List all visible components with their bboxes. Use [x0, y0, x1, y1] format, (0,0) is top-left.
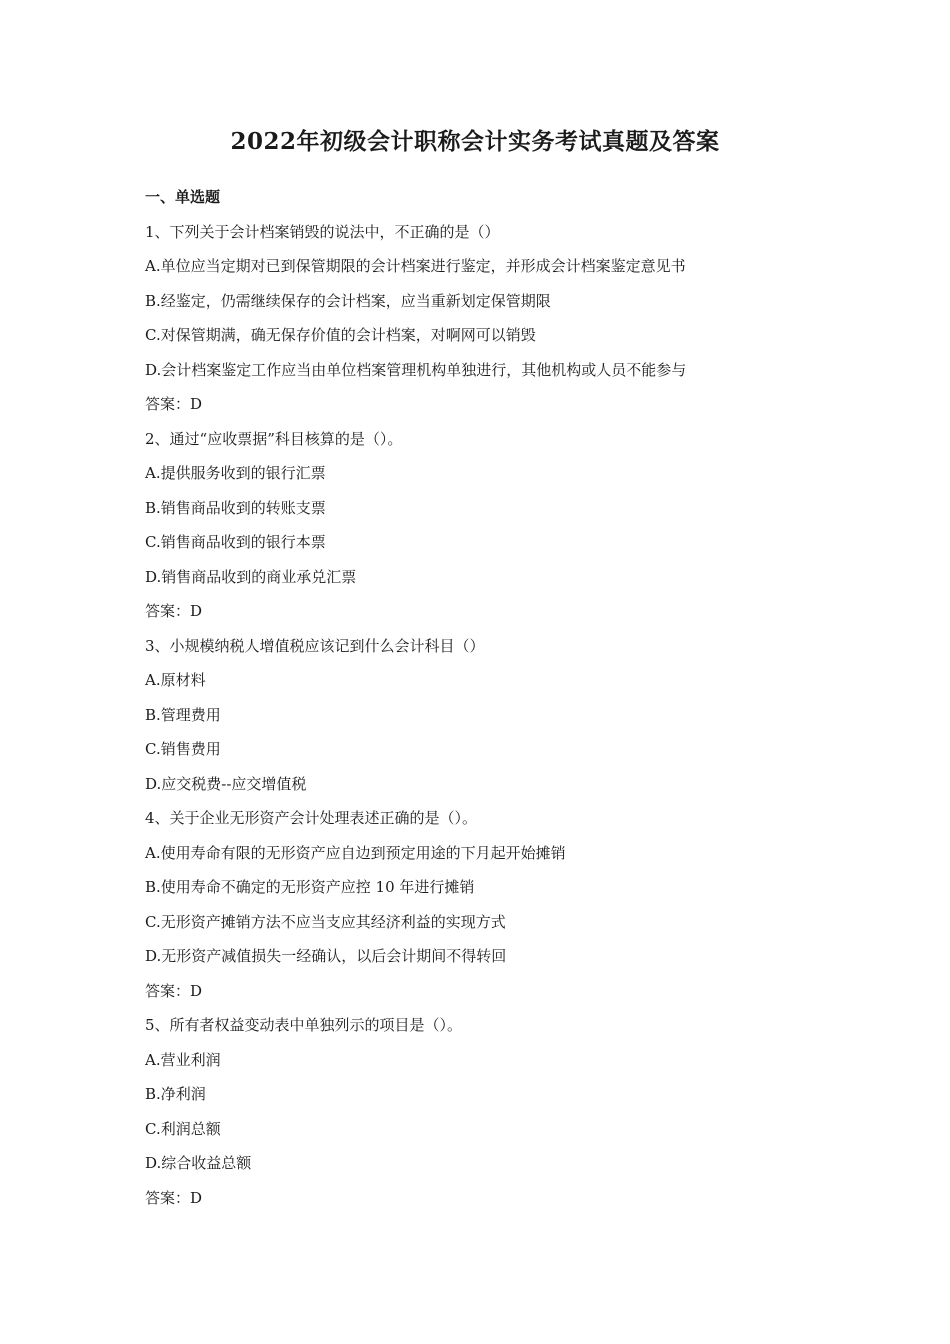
question-3 [145, 629, 865, 802]
option-d: D.销售商品收到的商业承兑汇票 [145, 567, 357, 586]
question-stem: 4、关于企业无形资产会计处理表述正确的是（）。 [145, 809, 478, 827]
question-stem: 1、下列关于会计档案销毁的说法中，不正确的是（） [145, 222, 500, 241]
option-b: B.经鉴定，仍需继续保存的会计档案，应当重新划定保管期限 [145, 291, 551, 310]
option-b: B.净利润 [145, 1085, 206, 1103]
option-d: D.会计档案鉴定工作应当由单位档案管理机构单独进行，其他机构或人员不能参与 [145, 360, 687, 379]
option-c: C.无形资产摊销方法不应当支应其经济利益的实现方式 [145, 912, 506, 931]
section-heading: 一、单选题 [145, 188, 221, 206]
answer: 答案：D [145, 981, 203, 1000]
option-a: A.营业利润 [145, 1050, 221, 1069]
answer: 答案：D [145, 1188, 203, 1207]
answer: 答案：D [145, 395, 203, 413]
question-stem: 5、所有者权益变动表中单独列示的项目是（）。 [145, 1016, 463, 1034]
question-4 [145, 801, 865, 1008]
question-2 [145, 422, 865, 629]
option-c: C.销售商品收到的银行本票 [145, 533, 326, 551]
option-b: B.销售商品收到的转账支票 [145, 498, 326, 517]
option-c: C.对保管期满，确无保存价值的会计档案，对啊网可以销毁 [145, 326, 536, 344]
option-a: A.单位应当定期对已到保管期限的会计档案进行鉴定，并形成会计档案鉴定意见书 [145, 257, 686, 275]
option-a: A.原材料 [145, 671, 206, 689]
document-body [145, 180, 865, 1215]
question-1 [145, 215, 865, 422]
question-stem: 2、通过“应收票据”科目核算的是（）。 [145, 429, 403, 448]
option-a: A.提供服务收到的银行汇票 [145, 464, 326, 482]
option-d: D.应交税费--应交增值税 [145, 774, 307, 793]
question-stem: 3、小规模纳税人增值税应该记到什么会计科目（） [145, 636, 485, 655]
option-b: B.管理费用 [145, 705, 221, 724]
answer: 答案：D [145, 602, 203, 620]
option-d: D.综合收益总额 [145, 1154, 252, 1172]
option-c: C.利润总额 [145, 1119, 221, 1138]
question-5 [145, 1008, 865, 1215]
document-title: 2022年初级会计职称会计实务考试真题及答案 [230, 128, 720, 155]
option-a: A.使用寿命有限的无形资产应自边到预定用途的下月起开始摊销 [145, 843, 566, 862]
option-c: C.销售费用 [145, 740, 221, 758]
option-b: B.使用寿命不确定的无形资产应控 10 年进行摊销 [145, 878, 475, 896]
option-d: D.无形资产减值损失一经确认，以后会计期间不得转回 [145, 947, 507, 965]
